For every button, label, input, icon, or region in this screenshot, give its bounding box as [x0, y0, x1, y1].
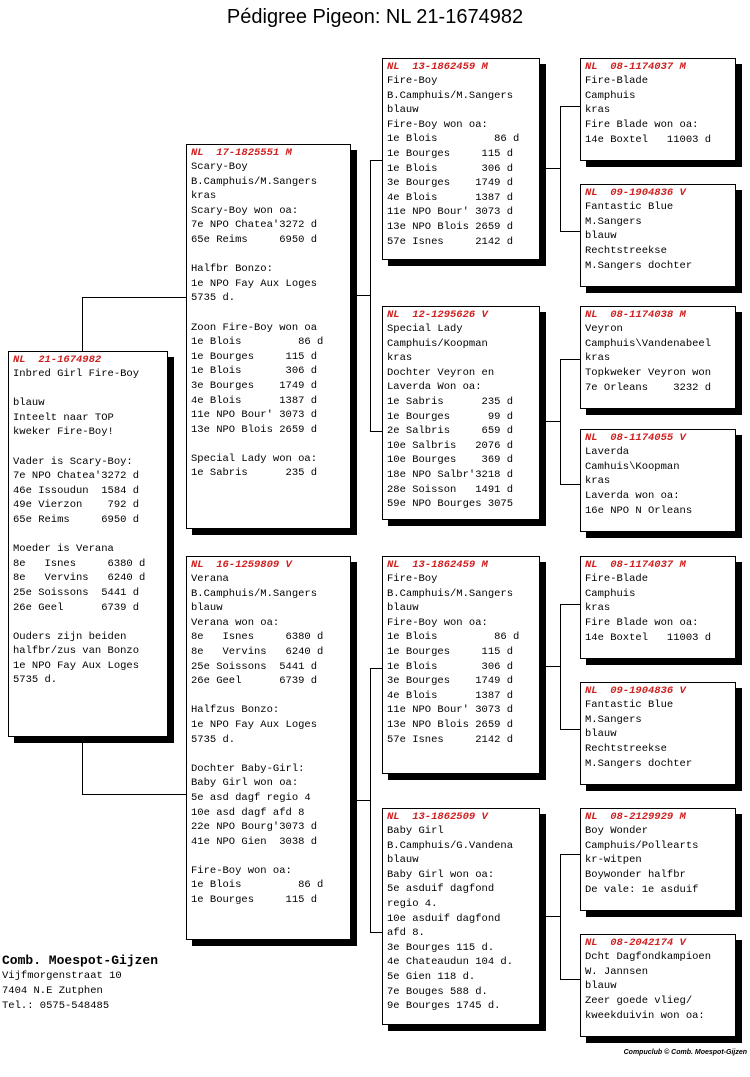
pigeon-info-line: Rechtstreekse [585, 245, 667, 258]
pigeon-info-line: Fire-Boy [387, 75, 438, 87]
pigeon-info-line: Laverda [585, 446, 630, 458]
ring-number: NL 17-1825551 M [191, 147, 292, 159]
pigeon-info-line: 14e Boxtel 11003 d [585, 133, 712, 146]
pigeon-info-line [191, 747, 347, 762]
pigeon-info-line: kras [585, 475, 611, 488]
pigeon-card-mm [382, 808, 540, 1025]
connector-stub-mother [355, 800, 370, 801]
pigeon-info-line: Fire-Blade [585, 75, 649, 87]
pigeon-info-line: 7e Orleans 3232 d [585, 381, 712, 394]
connector-stub-mf [543, 666, 560, 667]
pigeon-info-line: Camhuis\Koopman [585, 460, 680, 473]
pigeon-info-line: Dcht Dagfondkampioen [585, 951, 712, 963]
pigeon-info-line: Fire Blade won oa: [585, 617, 699, 630]
pigeon-info-line: 46e Issoudun 1584 d [13, 484, 140, 497]
pigeon-info-line: 22e NPO Bourg'3073 d [191, 821, 318, 834]
pigeon-info-line: 1e Bourges 115 d [191, 350, 318, 363]
pigeon-info-line: regio 4. [387, 897, 438, 910]
pigeon-info-line [191, 849, 347, 864]
pigeon-info-line [13, 528, 164, 543]
pigeon-info-line: 1e Bourges 115 d [387, 645, 514, 658]
pigeon-info-line: 3e Bourges 1749 d [387, 177, 514, 190]
pigeon-info-line: Dochter Baby-Girl: [191, 762, 305, 775]
pigeon-info-line: Verana [191, 573, 229, 585]
pigeon-info-line [13, 440, 164, 455]
pigeon-info-line: Camphuis [585, 587, 636, 600]
pigeon-card-mf [382, 556, 540, 774]
pigeon-info-line: Inbred Girl Fire-Boy [13, 368, 140, 380]
pigeon-info-line: 8e Isnes 6380 d [191, 631, 324, 644]
pigeon-info-line: blauw [585, 980, 617, 993]
owner-address-line: 7404 N.E Zutphen [2, 985, 103, 997]
connector-stub-fm [543, 421, 560, 422]
pigeon-info-line: blauw [191, 602, 223, 615]
pigeon-info-line: Laverda won oa: [585, 490, 680, 503]
pigeon-info-line: 5e asd dagf regio 4 [191, 791, 311, 804]
pigeon-info-line: Veyron [585, 323, 623, 335]
connector-stub-ff [543, 168, 560, 169]
pigeon-info-line: Inteelt naar TOP [13, 411, 114, 424]
pigeon-info-line: Camphuis\Vandenabeel [585, 337, 712, 350]
pigeon-info-line: Rechtstreekse [585, 743, 667, 756]
pigeon-info-line: Baby Girl won oa: [191, 777, 299, 790]
pigeon-info-line: 1e Blois 86 d [387, 133, 520, 146]
pigeon-info-line: blauw [387, 104, 419, 117]
pigeon-info-line: 14e Boxtel 11003 d [585, 631, 712, 644]
pigeon-info-line: 10e asduif dagfond [387, 912, 501, 925]
pigeon-info-line: 1e Blois 306 d [191, 365, 318, 378]
pigeon-card-fff [580, 58, 736, 161]
pigeon-info-line: B.Camphuis/M.Sangers [191, 587, 318, 600]
pigeon-info-line: Moeder is Verana [13, 543, 114, 556]
connector-ff [560, 106, 581, 232]
pigeon-info-line: kweekduivin won oa: [585, 1009, 705, 1022]
pigeon-info-line: M.Sangers [585, 215, 642, 228]
pigeon-info-line: 3e Bourges 1749 d [191, 379, 318, 392]
pigeon-info-line: 11e NPO Bour' 3073 d [387, 704, 514, 717]
pigeon-info-line: 65e Reims 6950 d [13, 513, 140, 526]
pigeon-info-line: 13e NPO Blois 2659 d [191, 423, 318, 436]
owner-address-line: Vijfmorgenstraat 10 [2, 970, 122, 982]
pigeon-info-line: kras [387, 352, 413, 365]
pigeon-info-line: 1e Bourges 115 d [191, 894, 318, 907]
pigeon-info-line: De vale: 1e asduif [585, 883, 699, 896]
pigeon-info-line: 9e Bourges 1745 d. [387, 1000, 501, 1013]
pigeon-info-line: 1e Blois 86 d [191, 879, 324, 892]
pigeon-card-fm [382, 306, 540, 520]
pigeon-info-line: 3e Bourges 1749 d [387, 675, 514, 688]
pigeon-info-line: Verana won oa: [191, 616, 280, 629]
pigeon-info-line: 4e Blois 1387 d [387, 191, 514, 204]
owner-name: Comb. Moespot-Gijzen [2, 953, 159, 968]
page-title: Pédigree Pigeon: NL 21-1674982 [226, 6, 524, 28]
pigeon-info-line: Baby Girl won oa: [387, 868, 495, 881]
pigeon-info-line: 7e NPO Chatea'3272 d [13, 470, 140, 483]
connector-fm [560, 359, 581, 485]
pigeon-info-line: 1e NPO Fay Aux Loges [13, 659, 140, 672]
ring-number: NL 08-2042174 V [585, 937, 686, 949]
footer-credit: Compuclub © Comb. Moespot-Gijzen [623, 1049, 747, 1056]
ring-number: NL 13-1862459 M [387, 61, 488, 73]
pigeon-info-line: kweker Fire-Boy! [13, 426, 114, 439]
pigeon-info-line: 13e NPO Blois 2659 d [387, 220, 514, 233]
pigeon-info-line: 1e Blois 86 d [191, 336, 324, 349]
pigeon-info-line: 4e Chateaudun 104 d. [387, 956, 514, 969]
pigeon-info-line: 41e NPO Gien 3038 d [191, 835, 318, 848]
pigeon-card-fmm [580, 429, 736, 532]
pigeon-info-line: 10e Salbris 2076 d [387, 439, 514, 452]
pigeon-info-line: Boywonder halfbr [585, 869, 686, 882]
pigeon-info-line: B.Camphuis/G.Vandena [387, 839, 514, 852]
pigeon-info-line: 8e Vervins 6240 d [13, 572, 146, 585]
pigeon-info-line: halfbr/zus van Bonzo [13, 645, 140, 658]
pigeon-info-line: Zoon Fire-Boy won oa [191, 321, 318, 334]
pigeon-card-father [186, 144, 351, 529]
pigeon-info-line: 5e Gien 118 d. [387, 970, 476, 983]
pigeon-info-line: blauw [387, 854, 419, 867]
pigeon-info-line: Halfbr Bonzo: [191, 263, 273, 276]
pigeon-info-line: Halfzus Bonzo: [191, 704, 280, 717]
pigeon-info-line: 49e Vierzon 792 d [13, 499, 140, 512]
pigeon-card-subject [8, 351, 168, 737]
pigeon-info-line: 25e Soissons 5441 d [191, 660, 318, 673]
pigeon-card-ff [382, 58, 540, 260]
pigeon-info-line [191, 689, 347, 704]
pigeon-info-line: 57e Isnes 2142 d [387, 733, 514, 746]
pigeon-info-line: 26e Geel 6739 d [13, 601, 140, 614]
pigeon-info-line: M.Sangers dochter [585, 259, 693, 272]
pigeon-info-line: Fire Blade won oa: [585, 119, 699, 132]
ring-number: NL 08-1174038 M [585, 309, 686, 321]
ring-number: NL 09-1904836 V [585, 187, 686, 199]
pigeon-info-line [13, 382, 164, 397]
pigeon-card-mother [186, 556, 351, 940]
pigeon-info-line: 28e Soisson 1491 d [387, 483, 514, 496]
pigeon-info-line: 1e Sabris 235 d [191, 467, 318, 480]
pigeon-info-line: Topkweker Veyron won [585, 367, 712, 380]
pigeon-info-line: Fantastic Blue [585, 201, 674, 213]
pigeon-info-line: 2e Salbris 659 d [387, 425, 514, 438]
connector-stub-father [355, 295, 370, 296]
pigeon-info-line: 8e Isnes 6380 d [13, 557, 146, 570]
pigeon-info-line: Laverda Won oa: [387, 381, 482, 394]
pigeon-info-line: 4e Blois 1387 d [191, 394, 318, 407]
pigeon-info-line: kras [585, 352, 611, 365]
pigeon-info-line: blauw [585, 230, 617, 243]
connector-mf [560, 604, 581, 730]
pigeon-info-line: 1e Bourges 99 d [387, 410, 514, 423]
pigeon-info-line: Dochter Veyron en [387, 366, 495, 379]
ring-number: NL 08-1174055 V [585, 432, 686, 444]
pigeon-info-line: 1e Blois 306 d [387, 162, 514, 175]
pigeon-info-line: kras [191, 190, 217, 203]
pigeon-info-line: 11e NPO Bour' 3073 d [191, 409, 318, 422]
pigeon-info-line: 1e NPO Fay Aux Loges [191, 277, 318, 290]
pigeon-info-line [191, 248, 347, 263]
pigeon-info-line: kr-witpen [585, 854, 642, 867]
pigeon-info-line: blauw [585, 728, 617, 741]
pigeon-info-line: Special Lady won oa: [191, 452, 318, 465]
pigeon-info-line: 5735 d. [13, 674, 58, 687]
pigeon-card-mmm [580, 934, 736, 1037]
pigeon-info-line [191, 306, 347, 321]
ring-number: NL 08-1174037 M [585, 61, 686, 73]
pigeon-info-line [191, 437, 347, 452]
pigeon-card-mfm [580, 682, 736, 785]
pigeon-info-line: 3e Bourges 115 d. [387, 941, 495, 954]
pigeon-info-line: 13e NPO Blois 2659 d [387, 718, 514, 731]
pigeon-card-mmf [580, 808, 736, 911]
ring-number: NL 21-1674982 [13, 354, 102, 366]
pigeon-info-line: 26e Geel 6739 d [191, 675, 318, 688]
pigeon-card-mff [580, 556, 736, 659]
pigeon-info-line: 1e NPO Fay Aux Loges [191, 718, 318, 731]
pigeon-info-line: Scary-Boy won oa: [191, 204, 299, 217]
pigeon-info-line: afd 8. [387, 927, 425, 940]
pigeon-info-line: Baby Girl [387, 825, 444, 837]
pigeon-info-line: 7e NPO Chatea'3272 d [191, 219, 318, 232]
ring-number: NL 08-2129929 M [585, 811, 686, 823]
pigeon-info-line: 18e NPO Salbr'3218 d [387, 468, 514, 481]
pigeon-info-line: 11e NPO Bour' 3073 d [387, 206, 514, 219]
pigeon-info-line: 5735 d. [191, 733, 236, 746]
pigeon-info-line: 16e NPO N Orleans [585, 504, 693, 517]
connector-stub-mm [543, 916, 560, 917]
pigeon-info-line: 10e asd dagf afd 8 [191, 806, 305, 819]
pigeon-info-line: Fire-Boy won oa: [387, 118, 488, 131]
pigeon-info-line: Zeer goede vlieg/ [585, 995, 693, 1008]
pigeon-info-line: Camphuis [585, 89, 636, 102]
pigeon-info-line: 1e Blois 86 d [387, 631, 520, 644]
pigeon-info-line: Camphuis/Pollearts [585, 839, 699, 852]
pigeon-info-line: 1e Bourges 115 d [387, 147, 514, 160]
pigeon-info-line: Vader is Scary-Boy: [13, 455, 133, 468]
pigeon-info-line: B.Camphuis/M.Sangers [191, 175, 318, 188]
pigeon-info-line: 57e Isnes 2142 d [387, 235, 514, 248]
pigeon-info-line: W. Jannsen [585, 965, 649, 978]
pigeon-info-line: Fire-Blade [585, 573, 649, 585]
pigeon-info-line: Fantastic Blue [585, 699, 674, 711]
ring-number: NL 13-1862509 V [387, 811, 488, 823]
pigeon-info-line: blauw [13, 397, 45, 410]
owner-address-line: Tel.: 0575-548485 [2, 1000, 110, 1012]
pigeon-info-line: M.Sangers dochter [585, 757, 693, 770]
pigeon-info-line: Boy Wonder [585, 825, 649, 837]
pigeon-info-line: 25e Soissons 5441 d [13, 586, 140, 599]
ring-number: NL 12-1295626 V [387, 309, 488, 321]
pigeon-info-line: 10e Bourges 369 d [387, 454, 514, 467]
pigeon-info-line: kras [585, 602, 611, 615]
pigeon-info-line [13, 615, 164, 630]
pigeon-info-line: B.Camphuis/M.Sangers [387, 587, 514, 600]
pigeon-info-line: 7e Bouges 588 d. [387, 985, 488, 998]
pigeon-info-line: 4e Blois 1387 d [387, 689, 514, 702]
ring-number: NL 08-1174037 M [585, 559, 686, 571]
pigeon-info-line: 59e NPO Bourges 3075 [387, 498, 514, 511]
owner-block [2, 952, 158, 1014]
connector-mm [560, 854, 581, 980]
pigeon-info-line: 5735 d. [191, 292, 236, 305]
pigeon-info-line: kras [585, 104, 611, 117]
pigeon-info-line: 1e Blois 306 d [387, 660, 514, 673]
ring-number: NL 13-1862459 M [387, 559, 488, 571]
pigeon-info-line: Camphuis/Koopman [387, 337, 488, 350]
pigeon-info-line: 65e Reims 6950 d [191, 233, 318, 246]
pigeon-info-line: Ouders zijn beiden [13, 630, 127, 643]
pigeon-info-line: B.Camphuis/M.Sangers [387, 89, 514, 102]
pigeon-info-line: 1e Sabris 235 d [387, 395, 514, 408]
pigeon-info-line: Fire-Boy [387, 573, 438, 585]
pigeon-info-line: Fire-Boy won oa: [387, 616, 488, 629]
pigeon-info-line: 8e Vervins 6240 d [191, 645, 324, 658]
pigeon-info-line: M.Sangers [585, 713, 642, 726]
pigeon-info-line: blauw [387, 602, 419, 615]
pigeon-info-line: Fire-Boy won oa: [191, 864, 292, 877]
pigeon-info-line: Special Lady [387, 323, 463, 335]
pigeon-card-ffm [580, 184, 736, 287]
ring-number: NL 16-1259809 V [191, 559, 292, 571]
pigeon-info-line: 5e asduif dagfond [387, 883, 495, 896]
pigeon-info-line: Scary-Boy [191, 161, 248, 173]
pigeon-card-fmf [580, 306, 736, 409]
ring-number: NL 09-1904836 V [585, 685, 686, 697]
